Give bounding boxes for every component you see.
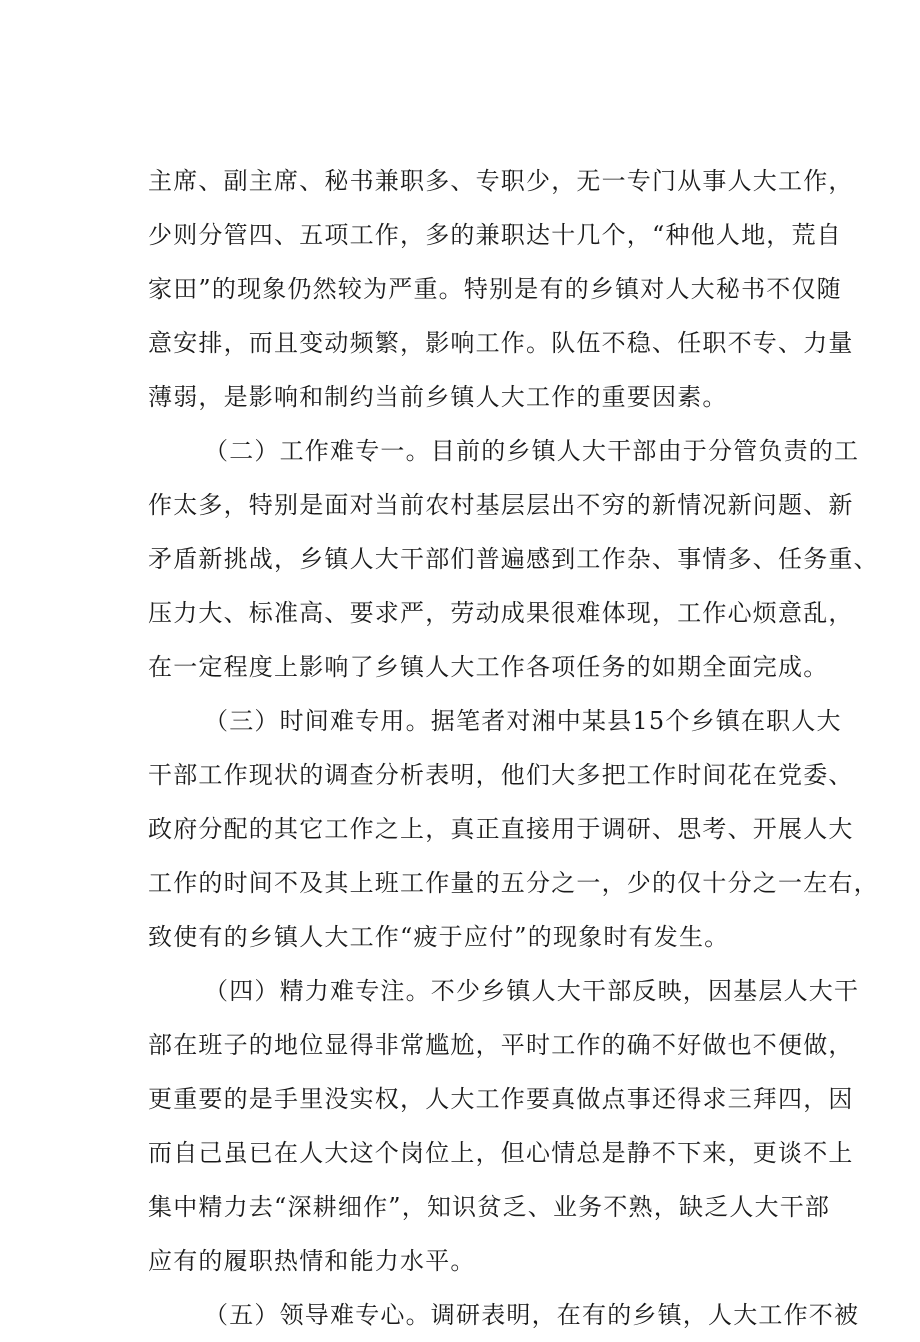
text-line: 应有的履职热情和能力水平。: [148, 1247, 476, 1275]
body-text: [148, 154, 879, 1342]
section-heading-line: （二）工作难专一。目前的乡镇人大干部由于分管负责的工: [204, 437, 860, 465]
section-heading-line: （四）精力难专注。不少乡镇人大干部反映，因基层人大干: [204, 977, 860, 1005]
text-line: 家田”的现象仍然较为严重。特别是有的乡镇对人大秘书不仅随: [148, 275, 842, 303]
text-line: 压力大、标准高、要求严，劳动成果很难体现，工作心烦意乱，: [148, 599, 854, 627]
text-line: 部在班子的地位显得非常尴尬，平时工作的确不好做也不便做，: [148, 1031, 854, 1059]
section-heading-line: （三）时间难专用。据笔者对湘中某县15个乡镇在职人大: [204, 707, 842, 735]
text-line: 薄弱，是影响和制约当前乡镇人大工作的重要因素。: [148, 383, 728, 411]
text-line: 致使有的乡镇人大工作“疲于应付”的现象时有发生。: [148, 923, 730, 951]
text-line: 而自己虽已在人大这个岗位上，但心情总是静不下来，更谈不上: [148, 1139, 854, 1167]
text-line: 政府分配的其它工作之上，真正直接用于调研、思考、开展人大: [148, 815, 854, 843]
text-line: 少则分管四、五项工作，多的兼职达十几个，“种他人地，荒自: [148, 221, 842, 249]
text-line: 干部工作现状的调查分析表明，他们大多把工作时间花在党委、: [148, 761, 854, 789]
text-line: 意安排，而且变动频繁，影响工作。队伍不稳、任职不专、力量: [148, 329, 854, 357]
text-line: 更重要的是手里没实权，人大工作要真做点事还得求三拜四，因: [148, 1085, 854, 1113]
text-line: 集中精力去“深耕细作”，知识贫乏、业务不熟，缺乏人大干部: [148, 1193, 831, 1221]
text-line: 工作的时间不及其上班工作量的五分之一，少的仅十分之一左右，: [148, 869, 879, 897]
section-heading-line: （五）领导难专心。调研表明，在有的乡镇，人大工作不被: [204, 1301, 860, 1329]
text-line: 主席、副主席、秘书兼职多、专职少，无一专门从事人大工作，: [148, 167, 854, 195]
text-line: 作太多，特别是面对当前农村基层层出不穷的新情况新问题、新: [148, 491, 854, 519]
text-line: 在一定程度上影响了乡镇人大工作各项任务的如期全面完成。: [148, 653, 829, 681]
text-line: 矛盾新挑战，乡镇人大干部们普遍感到工作杂、事情多、任务重、: [148, 545, 879, 573]
